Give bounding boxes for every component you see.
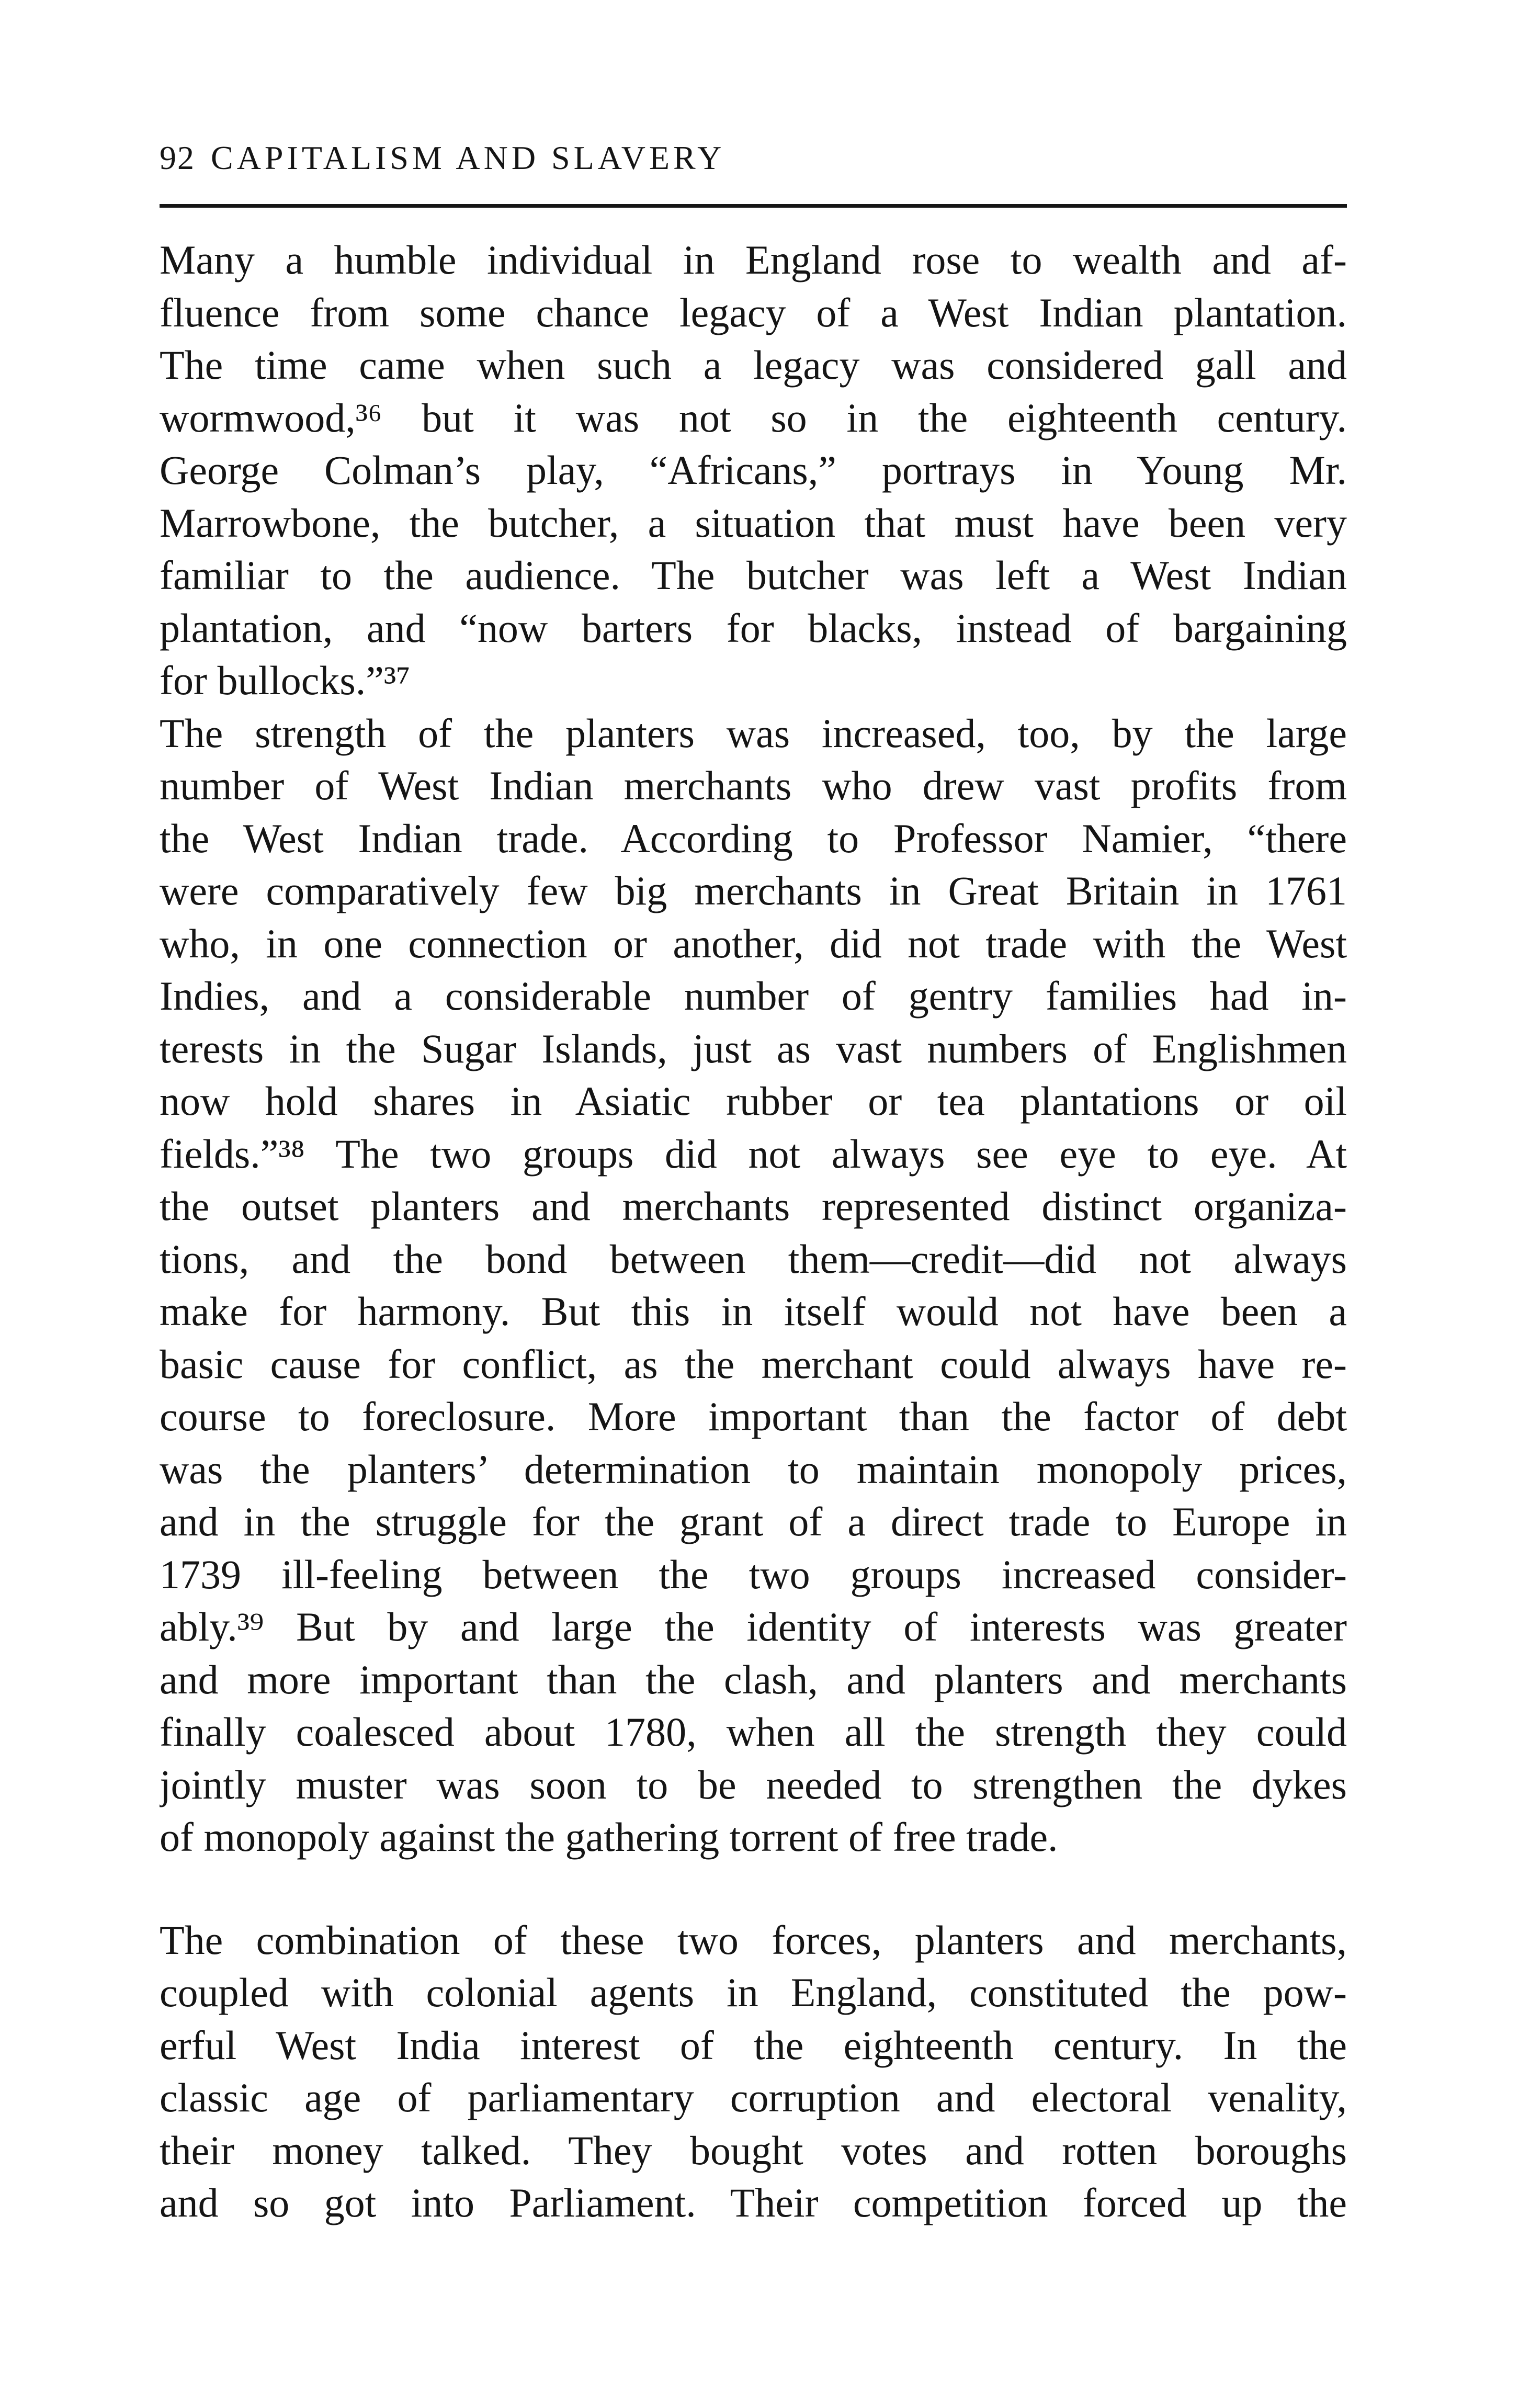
text-line: for bullocks.”³⁷ bbox=[160, 658, 411, 703]
text-line: the West Indian trade. According to Professor Namier, “there bbox=[160, 815, 1347, 861]
page-number: 92 bbox=[160, 139, 195, 176]
paragraph-1 bbox=[160, 234, 1347, 707]
text-line: plantation, and “now barters for blacks, instead of bargaining bbox=[160, 605, 1347, 651]
text-line: and more important than the clash, and planters and merchants bbox=[160, 1656, 1347, 1702]
text-line: wormwood,³⁶ but it was not so in the eighteenth century. bbox=[160, 394, 1347, 440]
text-line: now hold shares in Asiatic rubber or tea plantations or oil bbox=[160, 1078, 1347, 1124]
text-line: familiar to the audience. The butcher was left a West Indian bbox=[160, 552, 1347, 598]
text-line: number of West Indian merchants who drew vast profits from bbox=[160, 763, 1347, 808]
text-line: classic age of parliamentary corruption and electoral venality, bbox=[160, 2075, 1347, 2120]
text-line: tions, and the bond between them—credit—did not always bbox=[160, 1236, 1347, 1282]
text-line: jointly muster was soon to be needed to strengthen the dykes bbox=[160, 1761, 1347, 1807]
running-head bbox=[160, 141, 1347, 175]
text-line: and in the struggle for the grant of a direct trade to Europe in bbox=[160, 1499, 1347, 1544]
text-line: George Colman’s play, “Africans,” portrays in Young Mr. bbox=[160, 447, 1347, 493]
text-line: ably.³⁹ But by and large the identity of interests was greater bbox=[160, 1604, 1347, 1649]
text-line: basic cause for conflict, as the merchant could always have re- bbox=[160, 1341, 1347, 1387]
text-line: coupled with colonial agents in England, constituted the pow- bbox=[160, 1970, 1347, 2015]
text-line: fields.”³⁸ The two groups did not always see eye to eye. At bbox=[160, 1130, 1347, 1177]
text-line: were comparatively few big merchants in Great Britain in 1761 bbox=[160, 868, 1347, 913]
section-break bbox=[160, 1864, 1347, 1914]
text-line: fluence from some chance legacy of a West Indian plantation. bbox=[160, 289, 1347, 335]
running-title: CAPITALISM AND SLAVERY bbox=[211, 139, 726, 176]
text-line: terests in the Sugar Islands, just as vast numbers of Englishmen bbox=[160, 1025, 1347, 1071]
text-line: their money talked. They bought votes and rotten boroughs bbox=[160, 2127, 1347, 2173]
text-line: course to foreclosure. More important than the factor of debt bbox=[160, 1394, 1347, 1439]
text-line: and so got into Parliament. Their competition forced up the bbox=[160, 2180, 1347, 2225]
text-line: who, in one connection or another, did not trade with the West bbox=[160, 920, 1347, 966]
book-page bbox=[160, 141, 1347, 2230]
text-line: was the planters’ determination to maintain monopoly prices, bbox=[160, 1446, 1347, 1492]
paragraph-3 bbox=[160, 1914, 1347, 2230]
text-line: The time came when such a legacy was considered gall and bbox=[160, 342, 1347, 388]
text-line: The strength of the planters was increased, too, by the large bbox=[160, 710, 1347, 756]
text-line: The combination of these two forces, planters and merchants, bbox=[160, 1917, 1347, 1963]
text-line: Many a humble individual in England rose to wealth and af- bbox=[160, 237, 1347, 282]
text-line: of monopoly against the gathering torrent of free trade. bbox=[160, 1814, 1058, 1860]
paragraph-2 bbox=[160, 707, 1347, 1864]
header-rule bbox=[160, 204, 1347, 208]
text-line: 1739 ill-feeling between the two groups increased consider- bbox=[160, 1551, 1347, 1597]
text-line: make for harmony. But this in itself would not have been a bbox=[160, 1288, 1347, 1334]
text-line: Indies, and a considerable number of gentry families had in- bbox=[160, 973, 1347, 1019]
text-line: Marrowbone, the butcher, a situation that must have been very bbox=[160, 500, 1347, 546]
text-line: finally coalesced about 1780, when all the strength they could bbox=[160, 1709, 1347, 1755]
text-line: erful West India interest of the eighteenth century. In the bbox=[160, 2022, 1347, 2068]
text-line: the outset planters and merchants represented distinct organiza- bbox=[160, 1183, 1347, 1229]
